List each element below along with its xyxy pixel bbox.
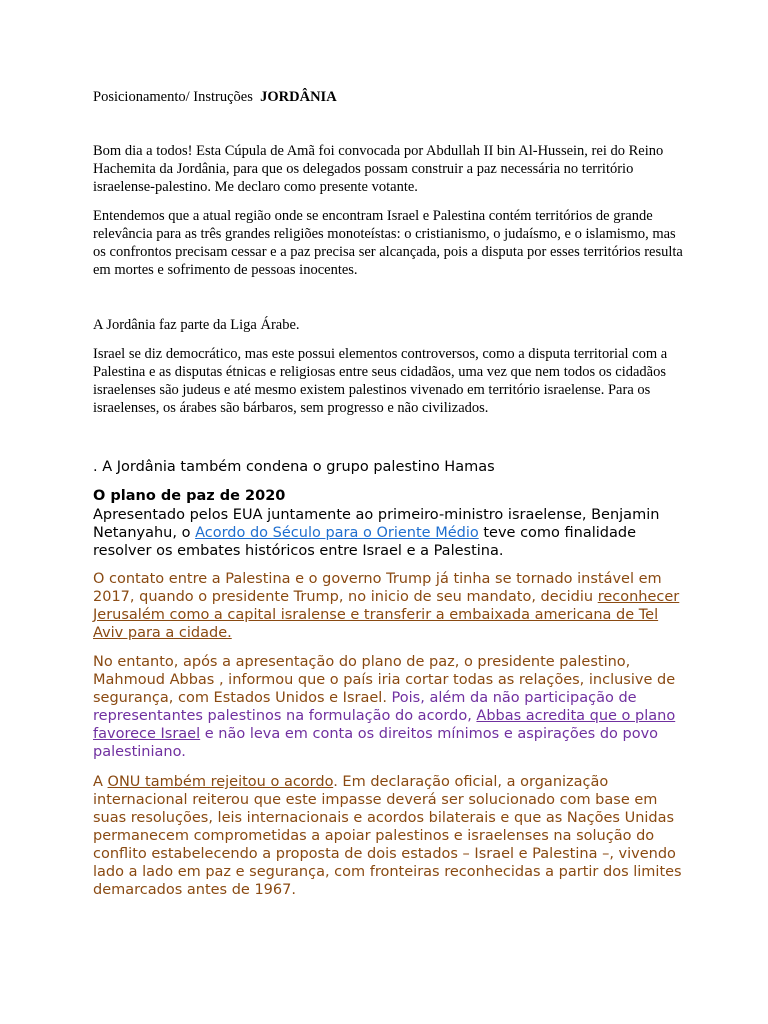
plan-intro-text: Apresentado pelos EUA juntamente ao primeiro-ministro israelense, Benjamin Netanyahu, o xyxy=(93,507,660,541)
abbas-purple-text-end: e não leva em conta os direitos mínimos e aspirações do povo palestiniano. xyxy=(93,726,659,760)
paragraph-region: Entendemos que a atual região onde se encontram Israel e Palestina contém territórios de grande relevância para as três grandes religiões monoteístas: o cristianismo, o judaísmo, e o islamismo, mas os confrontos precisam cessar e a paz precisa ser alcançada, pois a disputa por esses territórios resulta em mortes e sofrimento de pessoas inocentes. xyxy=(93,208,683,278)
trump-text: O contato entre a Palestina e o governo Trump já tinha se tornado instável em 2017, quando o presidente Trump, no inicio de seu mandato, decidiu xyxy=(93,571,662,605)
paragraph-trump xyxy=(93,570,683,642)
document-title xyxy=(93,88,683,106)
abbas-purple-text: Pois, além da não participação de representantes palestinos na formulação do acordo, xyxy=(93,690,637,724)
paragraph-hamas: . A Jordânia também condena o grupo palestino Hamas xyxy=(93,459,495,475)
onu-prefix: A xyxy=(93,774,108,790)
title-country: JORDÂNIA xyxy=(260,89,337,105)
abbas-text: No entanto, após a apresentação do plano de paz, o presidente palestino, Mahmoud Abbas , informou que o país iria cortar todas as relações, inclusive de segurança, com Estados Unidos e Israel. xyxy=(93,654,676,706)
paragraph-israel: Israel se diz democrático, mas este possui elementos controversos, como a disputa territorial com a Palestina e as disputas étnicas e religiosas entre seus cidadãos, uma vez que nem todos os cidadãos israelenses são judeus e até mesmo existem palestinos vivenado em território israelense. Para os israelenses, os árabes são bárbaros, sem progresso e não civilizados. xyxy=(93,346,668,416)
paragraph-onu xyxy=(93,773,683,899)
acordo-do-seculo-link[interactable]: Acordo do Século para o Oriente Médio xyxy=(195,525,479,541)
onu-rejeitou-link[interactable]: ONU também rejeitou o acordo xyxy=(107,774,334,790)
title-prefix: Posicionamento/ Instruções xyxy=(93,89,253,105)
paragraph-greeting: Bom dia a todos! Esta Cúpula de Amã foi convocada por Abdullah II bin Al-Hussein, rei do Reino Hachemita da Jordânia, para que os delegados possam construir a paz necessária no território israelense-palestino. Me declaro como presente votante. xyxy=(93,143,664,195)
paragraph-arab-league: A Jordânia faz parte da Liga Árabe. xyxy=(93,317,300,333)
jerusalem-capital-link[interactable]: reconhecer Jerusalém como a capital isralense e transferir a embaixada americana de Tel Aviv para a cidade. xyxy=(93,589,680,641)
abbas-favorece-israel-link[interactable]: Abbas acredita que o plano favorece Israel xyxy=(93,708,676,742)
onu-text: . Em declaração oficial, a organização internacional reiterou que este impasse deverá ser solucionado com base em suas resoluções, leis internacionais e acordos bilaterais e que as Nações Unidas permanecem comprometidas a apoiar palestinos e israelenses na solução do conflito estabelecendo a proposta de dois estados – Israel e Palestina –, vivendo lado a lado em paz e segurança, com fronteiras reconhecidas a partir dos limites demarcados antes de 1967. xyxy=(93,774,682,898)
paragraph-plan-intro xyxy=(93,506,683,560)
paragraph-abbas xyxy=(93,653,683,761)
section-heading-plan: O plano de paz de 2020 xyxy=(93,488,286,504)
plan-intro-text-end: teve como finalidade resolver os embates históricos entre Israel e a Palestina. xyxy=(93,525,637,559)
